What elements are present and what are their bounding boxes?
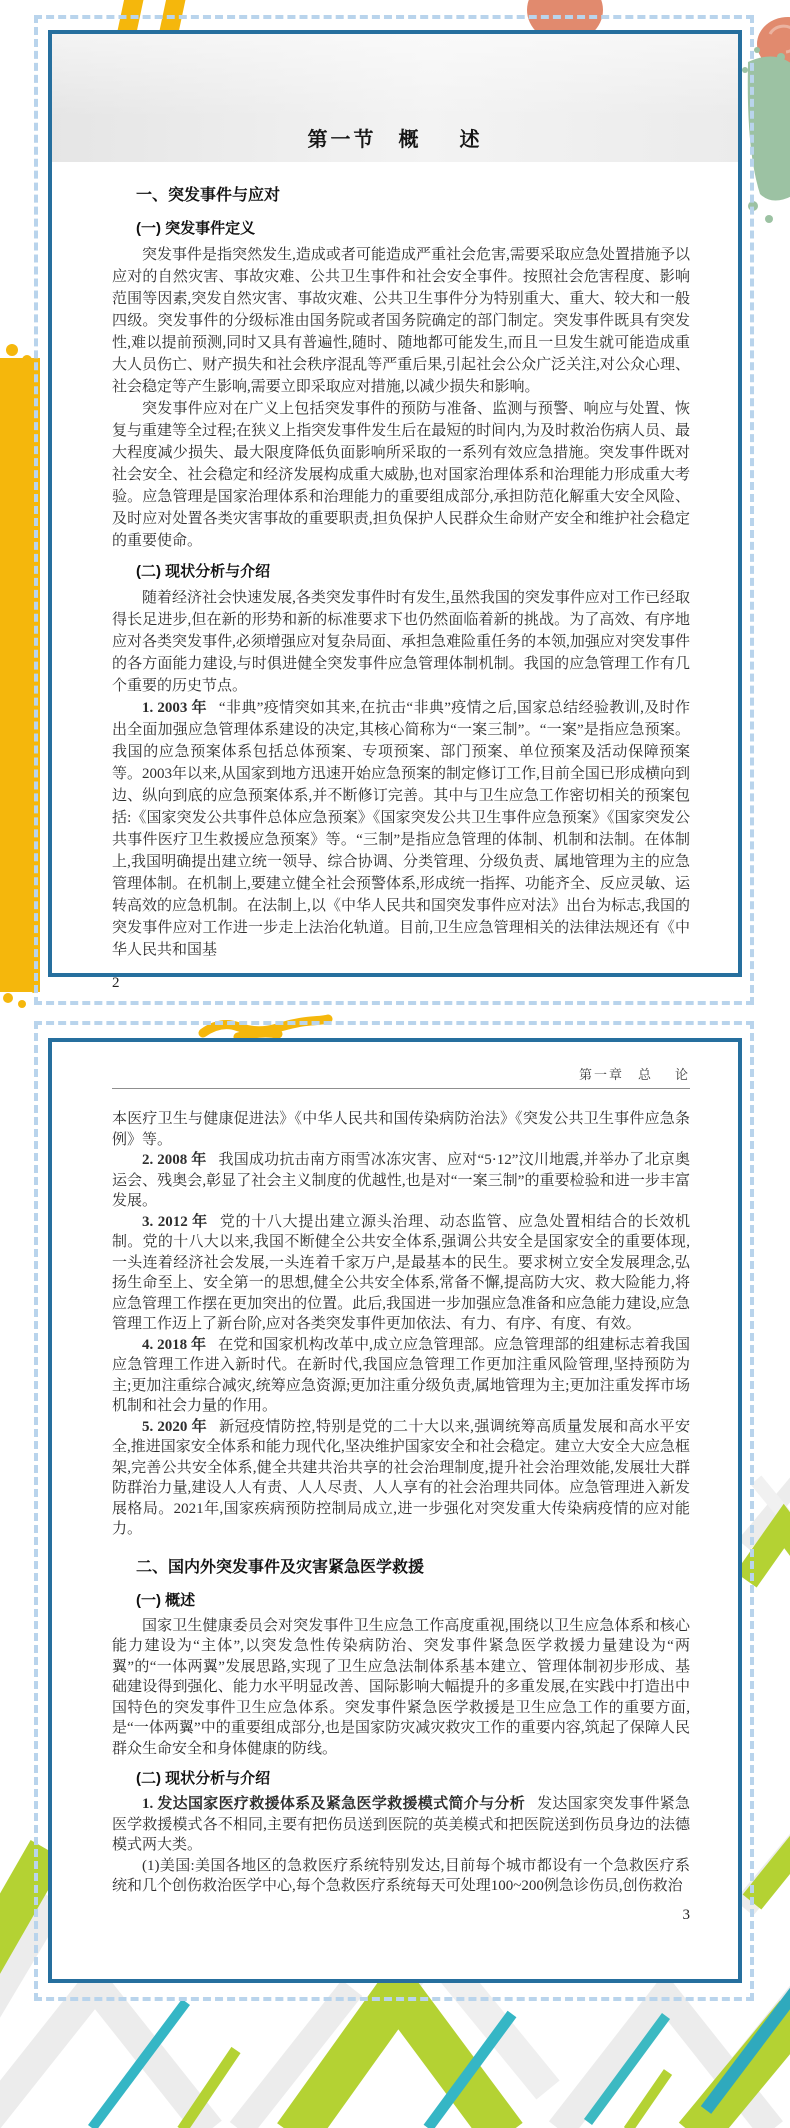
section-title-band bbox=[52, 34, 738, 162]
item-2003 bbox=[112, 697, 690, 961]
subheading-overview: (一) 概述 bbox=[136, 1591, 196, 1609]
page-2 bbox=[48, 1038, 742, 1983]
item-2012 bbox=[112, 1212, 690, 1335]
subheading-analysis: (二) 现状分析与介绍 bbox=[136, 1770, 271, 1787]
item-2020-text: 新冠疫情防控,特别是党的二十大以来,强调统筹高质量发展和高水平安全,推进国家安全体系和能力现代化,坚决维护国家安全和社会稳定。建立大安全大应急框架,完善公共安全体系,健全共建共治共享的社会治理制度,提升社会治理效能,发展壮大群防群治力量,建设人人有责、人人尽责、人人享有的社会治理共同体。应急管理进入新发展格局。2021年,国家疾病预防控制局成立,进一步强化对突发重大传染病疫情的应对能力。 bbox=[112, 1418, 690, 1537]
item-2012-label: 3. 2012 年 bbox=[142, 1213, 208, 1230]
para-overview: 国家卫生健康委员会对突发事件卫生应急工作高度重视,围绕以卫生应急体系和核心能力建设为“主体”,以突发急性传染病防治、突发事件紧急医学救援力量建设为“两翼”的“一体两翼”发展思路,实现了卫生应急法制体系基本建立、管理体制初步形成、基础建设得到强化、能力水平明显改善、国际影响大幅提升的多重发展,在实践中打造出中国特色的突发事件卫生应急体系。突发事件紧急医学救援是卫生应急工作的重要方面,是“一体两翼”中的重要组成部分,也是国家防灾减灾救灾工作的重要内容,筑起了保障人民群众生命安全和身体健康的防线。 bbox=[112, 1617, 690, 1757]
item-2008 bbox=[112, 1150, 690, 1212]
running-header-title2: 论 bbox=[674, 1067, 690, 1082]
para-definition: 突发事件是指突然发生,造成或者可能造成严重社会危害,需要采取应急处置措施予以应对的自然灾害、事故灾难、公共卫生事件和社会安全事件。按照社会危害程度、影响范围等因素,突发自然灾害、事故灾难、公共卫生事件分为特别重大、重大、较大和一般四级。突发事件的分级标准由国务院或者国务院确定的部门制定。突发事件既具有突发性,难以提前预测,同时又具有普遍性,随时、随地都可能发生,而且一旦发生就可能造成重大人员伤亡、财产损失和社会秩序混乱等严重后果,引起社会公众广泛关注,对公众心理、社会稳定等产生影响,需要立即采取应对措施,以减少损失和影响。 bbox=[112, 247, 690, 395]
running-header-rule bbox=[112, 1088, 690, 1089]
section-title-part3: 述 bbox=[459, 129, 483, 151]
item-2018-text: 在党和国家机构改革中,成立应急管理部。应急管理部的组建标志着我国应急管理工作进入新时代。在新时代,我国应急管理工作更加注重风险管理,坚持预防为主;更加注重综合减灾,统筹应急资源;更加注重分级负责,属地管理为主;更加注重发挥市场机制和社会力量的作用。 bbox=[112, 1336, 690, 1414]
item-2008-label: 2. 2008 年 bbox=[142, 1152, 207, 1168]
item-2003-text: “非典”疫情突如其来,在抗击“非典”疫情之后,国家总结经验教训,及时作出全面加强应急管理体系建设的决定,其核心简称为“一案三制”。“一案”是指应急预案。我国的应急预案体系包括总体预案、专项预案、部门预案、单位预案及活动保障预案等。2003年以来,从国家到地方迅速开始应急预案的制定修订工作,目前全国已形成横向到边、纵向到底的应急预案体系,并不断修订完善。其中与卫生应急工作密切相关的预案包括:《国家突发公共事件总体应急预案》《国家突发公共卫生事件应急预案》《国家突发公共事件医疗卫生救援应急预案》等。“三制”是指应急管理的体制、机制和法制。在体制上,我国明确提出建立统一领导、综合协调、分类管理、分级负责、属地管理为主的应急管理体制。在机制上,要建立健全社会预警体系,形成统一指挥、功能齐全、反应灵敏、运转高效的应急机制。在法制上,以《中华人民共和国突发事件应对法》出台为标志,我国的突发事件应对工作进一步走上法治化轨道。目前,卫生应急管理相关的法律法规还有《中华人民共和国基 bbox=[112, 700, 690, 958]
item-developed-countries-label: 1. 发达国家医疗救援体系及紧急医学救援模式简介与分析 bbox=[142, 1796, 526, 1812]
item-2020 bbox=[112, 1417, 690, 1540]
para-status: 随着经济社会快速发展,各类突发事件时有发生,虽然我国的突发事件应对工作已经取得长足进步,但在新的形势和新的标准要求下也仍然面临着新的挑战。为了高效、有序地应对各类突发事件,必须增强应对复杂局面、承担急难险重任务的本领,加强应对突发事件的各方面能力建设,与时俱进健全突发事件应急管理体制机制。我国的应急管理工作有几个重要的历史节点。 bbox=[112, 590, 690, 694]
page1-body bbox=[52, 162, 738, 992]
item-2018-label: 4. 2018 年 bbox=[142, 1336, 207, 1353]
page-number-right: 3 bbox=[682, 1906, 690, 1923]
heading-emergency-response: 一、突发事件与应对 bbox=[136, 187, 281, 204]
section-title-part2: 概 bbox=[398, 129, 422, 151]
para-continued: 本医疗卫生与健康促进法》《中华人民共和国传染病防治法》《突发公共卫生事件应急条例》等。 bbox=[112, 1111, 690, 1148]
section-title-part1: 第一节 bbox=[307, 129, 377, 151]
running-header-title1: 总 bbox=[637, 1067, 653, 1082]
item-2020-label: 5. 2020 年 bbox=[142, 1418, 208, 1435]
page-number-left: 2 bbox=[112, 975, 120, 991]
para-usa: (1)美国:美国各地区的急救医疗系统特别发达,目前每个城市都设有一个急救医疗系统和几个创伤救治医学中心,每个急救医疗系统每天可处理100~200例急诊伤员,创伤救治 bbox=[112, 1857, 690, 1894]
heading-medical-rescue: 二、国内外突发事件及灾害紧急医学救援 bbox=[136, 1558, 425, 1576]
item-2008-text: 我国成功抗击南方雨雪冰冻灾害、应对“5·12”汶川地震,并举办了北京奥运会、残奥会,彰显了社会主义制度的优越性,也是对“一案三制”的重要检验和进一步丰富发展。 bbox=[112, 1152, 690, 1209]
para-response-scope: 突发事件应对在广义上包括突发事件的预防与准备、监测与预警、响应与处置、恢复与重建等全过程;在狭义上指突发事件发生后在最短的时间内,为及时救治伤病人员、最大程度减少损失、最大限度降低负面影响所采取的一系列有效应急措施。突发事件既对社会安全、社会稳定和经济发展构成重大威胁,也对国家治理体系和治理能力形成重大考验。应急管理是国家治理体系和治理能力的重要组成部分,承担防范化解重大安全风险、及时应对处置各类灾害事故的重要职责,担负保护人民群众生命财产安全和维护社会稳定的重要使命。 bbox=[112, 401, 690, 549]
running-header bbox=[112, 1064, 690, 1088]
subheading-definition: (一) 突发事件定义 bbox=[136, 220, 256, 237]
item-developed-countries bbox=[112, 1794, 690, 1856]
item-2003-label: 1. 2003 年 bbox=[142, 700, 207, 716]
page2-body bbox=[52, 1042, 738, 1924]
page-1 bbox=[48, 30, 742, 991]
running-header-chapter: 第一章 bbox=[578, 1067, 624, 1082]
section-title bbox=[308, 123, 483, 162]
subheading-status-analysis: (二) 现状分析与介绍 bbox=[136, 563, 271, 580]
item-2012-text: 党的十八大提出建立源头治理、动态监管、应急处置相结合的长效机制。党的十八大以来,我国不断健全公共安全体系,强调公共安全是国家安全的重要体现,一头连着经济社会发展,一头连着千家万户,是最基本的民生。要求树立安全发展理念,弘扬生命至上、安全第一的思想,健全公共安全体系,常备不懈,提高防大灾、救大险能力,将应急管理工作摆在更加突出的位置。此后,我国进一步加强应急准备和应急能力建设,应急管理工作迈上了新台阶,应对各类突发事件更加依法、有力、有序、有度、有效。 bbox=[112, 1213, 690, 1332]
item-2018 bbox=[112, 1335, 690, 1417]
item-developed-countries-text: 发达国家突发事件紧急医学救援模式各不相同,主要有把伤员送到医院的英美模式和把医院送到伤员身边的法德模式两大类。 bbox=[112, 1796, 690, 1853]
